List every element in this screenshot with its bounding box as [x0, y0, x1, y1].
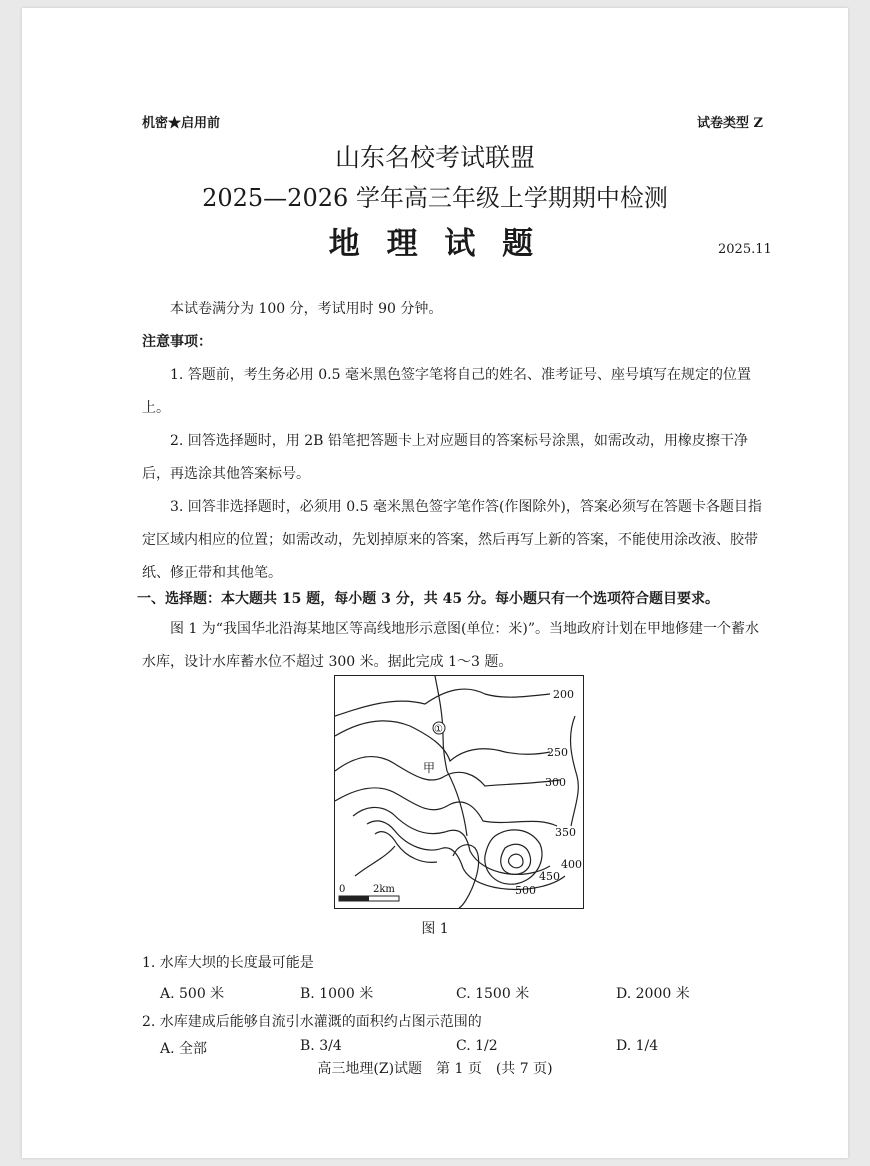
contour-line	[447, 771, 467, 836]
contour-label-250: 250	[547, 746, 568, 759]
scale-km-label: 2km	[373, 884, 395, 895]
contour-line	[571, 716, 579, 826]
q1-option-d: D. 2000 米	[616, 986, 690, 1002]
q1-option-c: C. 1500 米	[456, 986, 530, 1002]
q1-option-b: B. 1000 米	[300, 986, 374, 1002]
contour-line	[355, 846, 395, 876]
contour-line	[501, 844, 531, 874]
section-heading: 一、选择题：本大题共 15 题，每小题 3 分，共 45 分。每小题只有一个选项符合题目要求。	[137, 591, 719, 607]
figure-caption: 图 1	[421, 921, 449, 937]
q2-option-d: D. 1/4	[616, 1038, 659, 1054]
notes-heading: 注意事项：	[142, 334, 212, 350]
note-item-2: 2. 回答选择题时，用 2B 铅笔把答题卡上对应题目的答案标号涂黑，如需改动，用橡皮擦干净后，再选涂其他答案标号。	[142, 433, 748, 482]
contour-line	[375, 832, 437, 863]
confidential-label: 机密★启用前	[142, 116, 221, 131]
contour-line	[335, 689, 550, 716]
contour-label-500: 500	[515, 884, 536, 897]
org-title: 山东名校考试联盟	[334, 143, 535, 172]
q2-option-a: A. 全部	[160, 1041, 208, 1057]
contour-line	[335, 788, 557, 826]
exam-page	[22, 8, 848, 1158]
point-1-label: ①	[434, 724, 443, 735]
intro-text: 本试卷满分为 100 分，考试用时 90 分钟。	[170, 301, 443, 317]
contour-label-300: 300	[545, 776, 566, 789]
exam-title: 2025—2026 学年高三年级上学期期中检测	[202, 184, 668, 212]
contour-label-450: 450	[539, 870, 560, 883]
jia-label: 甲	[423, 761, 436, 775]
contour-line	[485, 830, 542, 884]
contour-map	[334, 675, 584, 909]
contour-label-400: 400	[561, 858, 582, 871]
question-stem: 图 1 为“我国华北沿海某地区等高线地形示意图(单位：米)”。当地政府计划在甲地修建一个蓄水水库，设计水库蓄水位不超过 300 米。据此完成 1～3 题。	[142, 621, 760, 670]
contour-map-svg	[335, 676, 583, 908]
scale-bar	[339, 896, 399, 901]
contour-line	[509, 854, 523, 868]
q2-option-c: C. 1/2	[456, 1038, 498, 1054]
note-item-1: 1. 答题前，考生务必用 0.5 毫米黑色签字笔将自己的姓名、准考证号、座号填写在规定的位置上。	[142, 367, 751, 416]
paper-type-label: 试卷类型 Z	[697, 116, 764, 131]
note-item-3: 3. 回答非选择题时，必须用 0.5 毫米黑色签字笔作答(作图除外)，答案必须写在答题卡各题目指定区域内相应的位置；如需改动，先划掉原来的答案，然后再写上新的答案，不能使用涂改液、胶带纸、修正带和其他笔。	[142, 499, 762, 581]
question-2: 2. 水库建成后能够自流引水灌溉的面积约占图示范围的	[142, 1014, 482, 1030]
page-footer: 高三地理(Z)试题 第 1 页 (共 7 页)	[317, 1061, 553, 1077]
subject-title: 地 理 试 题	[328, 226, 542, 262]
q1-option-a: A. 500 米	[160, 986, 225, 1002]
q2-option-b: B. 3/4	[300, 1038, 342, 1054]
exam-date: 2025.11	[718, 242, 772, 257]
contour-line	[353, 807, 550, 874]
contour-label-350: 350	[555, 826, 576, 839]
contour-label-200: 200	[553, 688, 574, 701]
scale-zero-label: 0	[339, 884, 346, 895]
question-1: 1. 水库大坝的长度最可能是	[142, 955, 314, 971]
